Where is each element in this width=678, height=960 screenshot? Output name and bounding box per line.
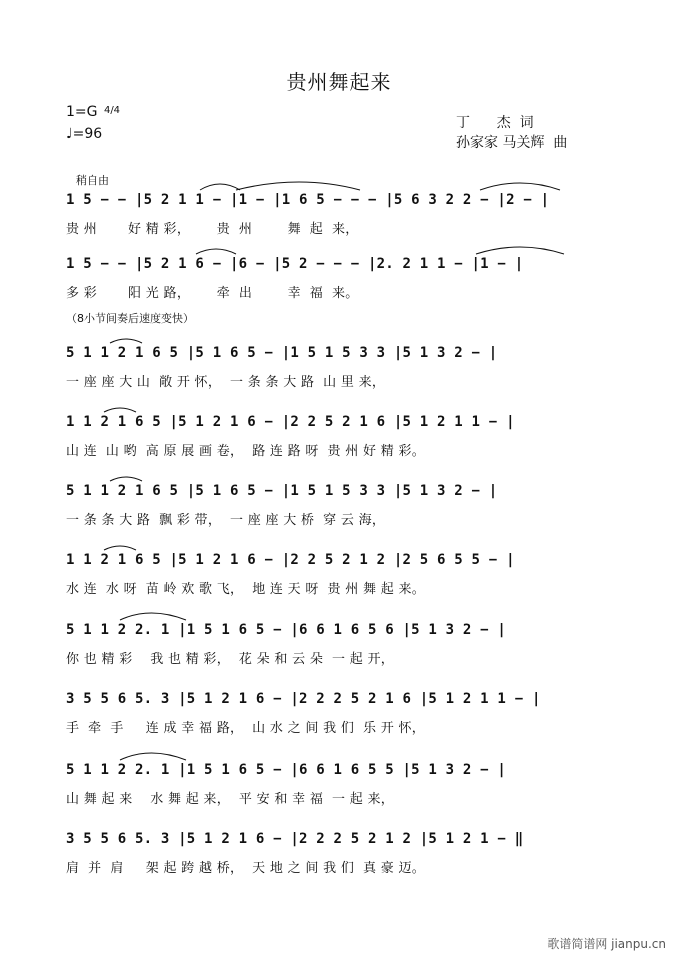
slur-arc [480, 183, 560, 190]
score-line-2 [0, 256, 678, 316]
slur-arc [110, 339, 142, 343]
slur-arc [104, 408, 136, 412]
notation-row: 5 1 1 2 1 6 5 |5 1 6 5 − |1 5 1 5 3 3 |5 1 3 2 − | [66, 345, 498, 361]
score-line-9 [0, 762, 678, 822]
notation-row: 5 1 1 2 1 6 5 |5 1 6 5 − |1 5 1 5 3 3 |5 1 3 2 − | [66, 483, 498, 499]
score-line-8 [0, 691, 678, 751]
slur-arc [120, 613, 186, 620]
score-line-4 [0, 414, 678, 474]
notation-row: 1 1 2 1 6 5 |5 1 2 1 6 − |2 2 5 2 1 6 |5 1 2 1 1 − | [66, 414, 515, 430]
notation-row: 5 1 1 2 2. 1 |1 5 1 6 5 − |6 6 1 6 5 5 |5 1 3 2 − | [66, 762, 507, 778]
slur-arc [200, 184, 240, 190]
lyrics-row: 一 条 条 大 路 飘 彩 带， 一 座 座 大 桥 穿 云 海， [66, 513, 386, 528]
notation-row: 1 5 − − |5 2 1 1 − |1 − |1 6 5 − − − |5 6 3 2 2 − |2 − | [66, 192, 550, 208]
slur-arc [104, 546, 136, 550]
score-line-7 [0, 622, 678, 682]
slur-arc [110, 477, 142, 481]
song-title: 贵州舞起来 [286, 70, 392, 94]
lyrics-row: 多 彩 阳 光 路， 牵 出 幸 福 来。 [66, 286, 359, 301]
lyrics-row: 水 连 水 呀 苗 岭 欢 歌 飞， 地 连 天 呀 贵 州 舞 起 来。 [66, 582, 426, 597]
tempo-marking: 稍自由 [76, 174, 109, 187]
score-line-5 [0, 483, 678, 543]
notation-row: 3 5 5 6 5. 3 |5 1 2 1 6 − |2 2 2 5 2 1 6 |5 1 2 1 1 − | [66, 691, 541, 707]
key-label: 1=G [66, 104, 98, 120]
score-line-6 [0, 552, 678, 612]
lyrics-row: 手 牵 手 连 成 幸 福 路， 山 水 之 间 我 们 乐 开 怀， [66, 721, 426, 736]
notation-row: 1 5 − − |5 2 1 6 − |6 − |5 2 − − − |2. 2 1 1 − |1 − | [66, 256, 524, 272]
interlude-note: （8小节间奏后速度变快） [66, 312, 194, 325]
lyrics-row: 一 座 座 大 山 敞 开 怀， 一 条 条 大 路 山 里 来， [66, 375, 386, 390]
slur-arc [120, 753, 186, 760]
score-line-1 [0, 192, 678, 252]
time-signature: 4/4 [103, 105, 121, 116]
notation-row: 3 5 5 6 5. 3 |5 1 2 1 6 − |2 2 2 5 2 1 2 |5 1 2 1 − ‖ [66, 831, 524, 847]
tempo-indicator: ♩=96 [66, 126, 103, 142]
score-line-10 [0, 831, 678, 891]
lyrics-row: 贵 州 好 精 彩， 贵 州 舞 起 来， [66, 222, 359, 237]
composer-credit: 孙家家 马关辉 曲 [456, 135, 568, 151]
key-signature [66, 104, 120, 120]
slur-arc [236, 182, 360, 190]
notation-row: 1 1 2 1 6 5 |5 1 2 1 6 − |2 2 5 2 1 2 |2 5 6 5 5 − | [66, 552, 515, 568]
score-line-3 [0, 345, 678, 405]
lyricist-credit: 丁 杰 词 [456, 115, 534, 131]
lyrics-row: 你 也 精 彩 我 也 精 彩， 花 朵 和 云 朵 一 起 开， [66, 652, 395, 667]
lyrics-row: 山 连 山 哟 高 原 展 画 卷， 路 连 路 呀 贵 州 好 精 彩。 [66, 444, 426, 459]
lyrics-row: 肩 并 肩 架 起 跨 越 桥， 天 地 之 间 我 们 真 豪 迈。 [66, 861, 426, 876]
watermark: 歌谱简谱网 jianpu.cn [547, 937, 666, 951]
notation-row: 5 1 1 2 2. 1 |1 5 1 6 5 − |6 6 1 6 5 6 |5 1 3 2 − | [66, 622, 507, 638]
lyrics-row: 山 舞 起 来 水 舞 起 来， 平 安 和 幸 福 一 起 来， [66, 792, 395, 807]
